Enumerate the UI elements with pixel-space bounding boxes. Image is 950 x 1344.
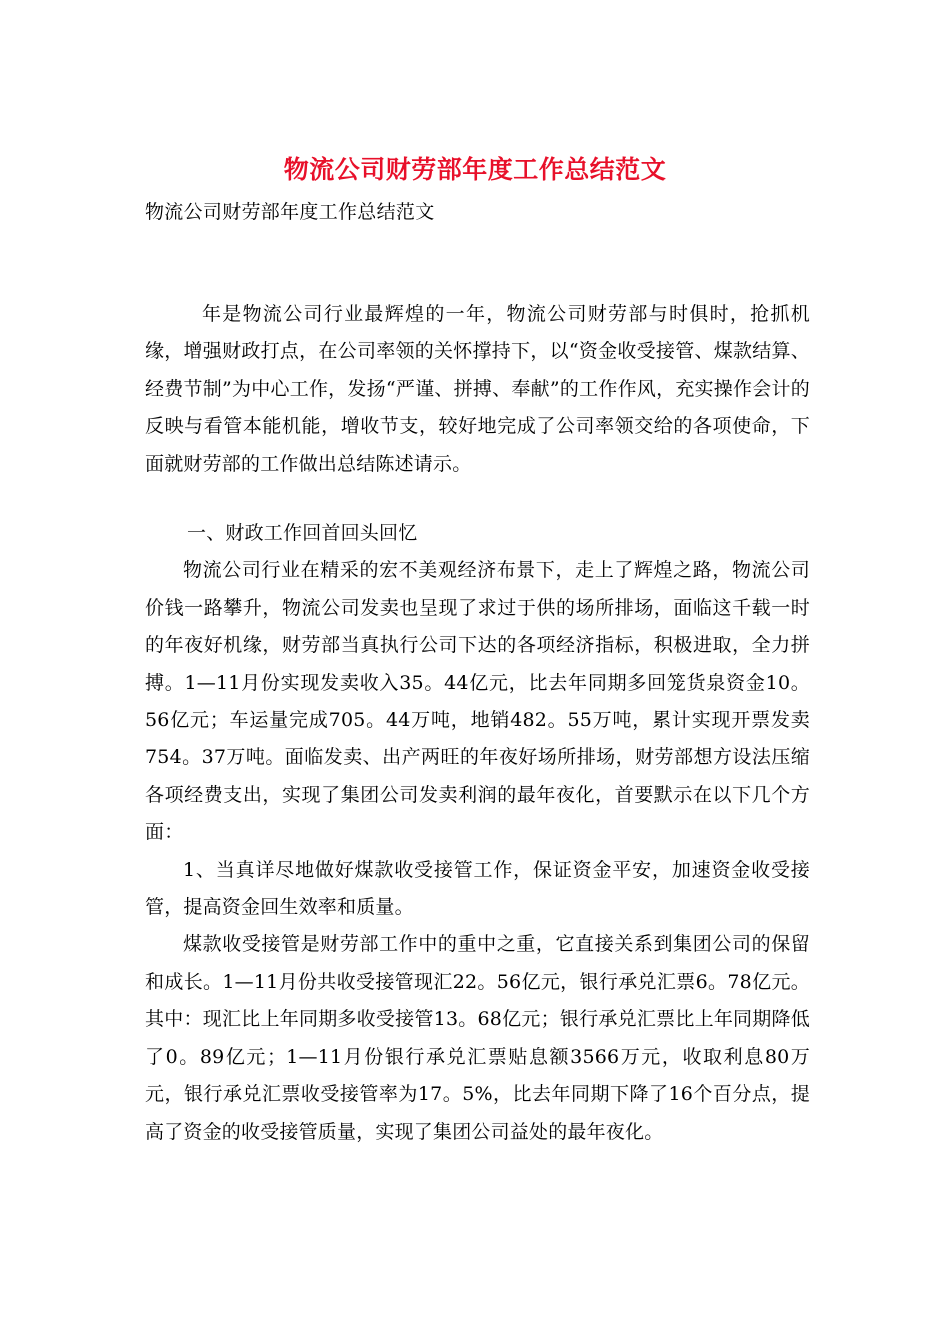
section-block <box>145 515 810 1151</box>
list-item: 1、当真详尽地做好煤款收受接管工作，保证资金平安，加速资金收受接管，提高资金回生效率和质量。 <box>145 858 810 919</box>
body-paragraph: 煤款收受接管是财劳部工作中的重中之重，它直接关系到集团公司的保留和成长。1—11月份共收受接管现汇22。56亿元，银行承兑汇票6。78亿元。其中：现汇比上年同期多收受接管13。68亿元；银行承兑汇票比上年同期降低了0。89亿元；1—11月份银行承兑汇票贴息额3566万元，收取利息80万元，银行承兑汇票收受接管率为17。5%，比去年同期下降了16个百分点，提高了资金的收受接管质量，实现了集团公司益处的最年夜化。 <box>145 933 810 1143</box>
section-heading: 一、财政工作回首回头回忆 <box>187 522 418 544</box>
intro-block <box>145 296 810 483</box>
intro-paragraph: 年是物流公司行业最辉煌的一年，物流公司财劳部与时俱时，抢抓机缘，增强财政打点，在公司率领的关怀撑持下，以“资金收受接管、煤款结算、经费节制”为中心工作，发扬“严谨、拼搏、奉献”的工作作风，充实操作会计的反映与看管本能机能，增收节支，较好地完成了公司率领交给的各项使命，下面就财劳部的工作做出总结陈述请示。 <box>145 303 810 475</box>
body-paragraph: 物流公司行业在精采的宏不美观经济布景下，走上了辉煌之路，物流公司价钱一路攀升，物流公司发卖也呈现了求过于供的场所排场，面临这千载一时的年夜好机缘，财劳部当真执行公司下达的各项经济指标，积极进取，全力拼搏。1—11月份实现发卖收入35。44亿元，比去年同期多回笼货泉资金10。56亿元；车运量完成705。44万吨，地销482。55万吨，累计实现开票发卖754。37万吨。面临发卖、出产两旺的年夜好场所排场，财劳部想方设法压缩各项经费支出，实现了集团公司发卖利润的最年夜化，首要默示在以下几个方面： <box>145 559 810 844</box>
document-subtitle: 物流公司财劳部年度工作总结范文 <box>145 201 435 223</box>
document-title: 物流公司财劳部年度工作总结范文 <box>283 155 667 184</box>
